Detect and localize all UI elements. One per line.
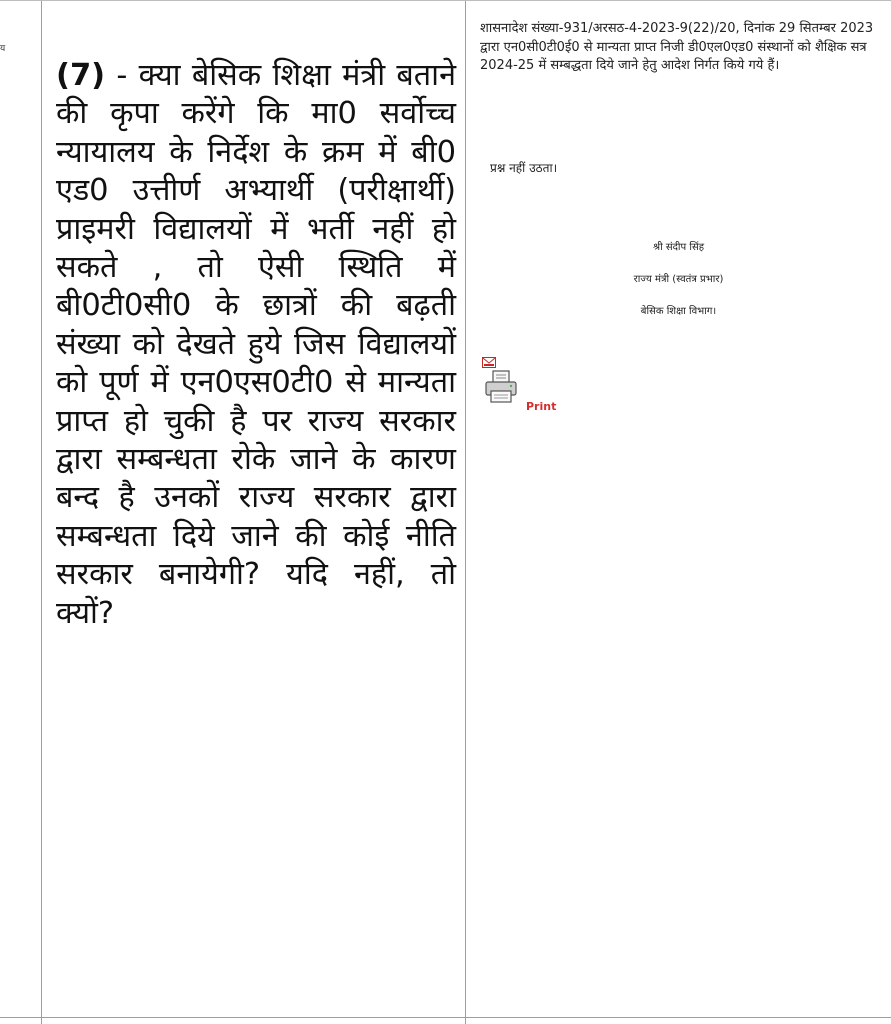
signatory-name: श्री संदीप सिंह — [652, 242, 705, 253]
printer-icon[interactable] — [484, 369, 520, 409]
answer-column — [466, 1, 891, 1024]
print-area — [482, 353, 602, 423]
answer-note: प्रश्न नहीं उठता। — [490, 161, 558, 175]
question-column — [42, 1, 466, 1024]
question-number: (7) — [56, 58, 106, 93]
signatory-department: बेसिक शिक्षा विभाग। — [640, 306, 717, 317]
answer-text: शासनादेश संख्या-931/अरसठ-4-2023-9(22)/20, दिनांक 29 सितम्बर 2023 द्वारा एन0सी0टी0ई0 से मान्यता प्राप्त निजी डी0एल0एड0 संस्थानों को शैक्षिक सत्र 2024-25 में सम्बद्धता दिये जाने हेतु आदेश निर्गत किये गये हैं। — [480, 21, 874, 73]
left-column — [0, 1, 42, 1024]
bottom-border — [0, 1017, 891, 1018]
print-link[interactable]: Print — [526, 400, 557, 413]
left-column-text: य — [0, 44, 6, 54]
signatory-designation: राज्य मंत्री (स्वतंत्र प्रभार) — [633, 274, 724, 285]
question-text — [56, 57, 456, 633]
question-body: - क्या बेसिक शिक्षा मंत्री बताने की कृपा करेंगे कि मा0 सर्वोच्च न्यायालय के निर्देश के क्रम में बी0 एड0 उत्तीर्ण अभ्यार्थी (परीक्षार्थी) प्राइमरी विद्यालयों में भर्ती नहीं हो सकते , तो ऐसी स्थिति में बी0टी0सी0 के छात्रों की बढ़ती संख्या को देखते हुये जिस विद्यालयों को पूर्ण में एन0एस0टी0 से मान्यता प्राप्त हो चुकी है पर राज्य सरकार द्वारा सम्बन्धता रोके जाने के कारण बन्द है उनकों राज्य सरकार द्वारा सम्बन्धता दिये जाने की कोई नीति सरकार बनायेगी? यदि नहीं, तो क्यों? — [56, 58, 456, 631]
